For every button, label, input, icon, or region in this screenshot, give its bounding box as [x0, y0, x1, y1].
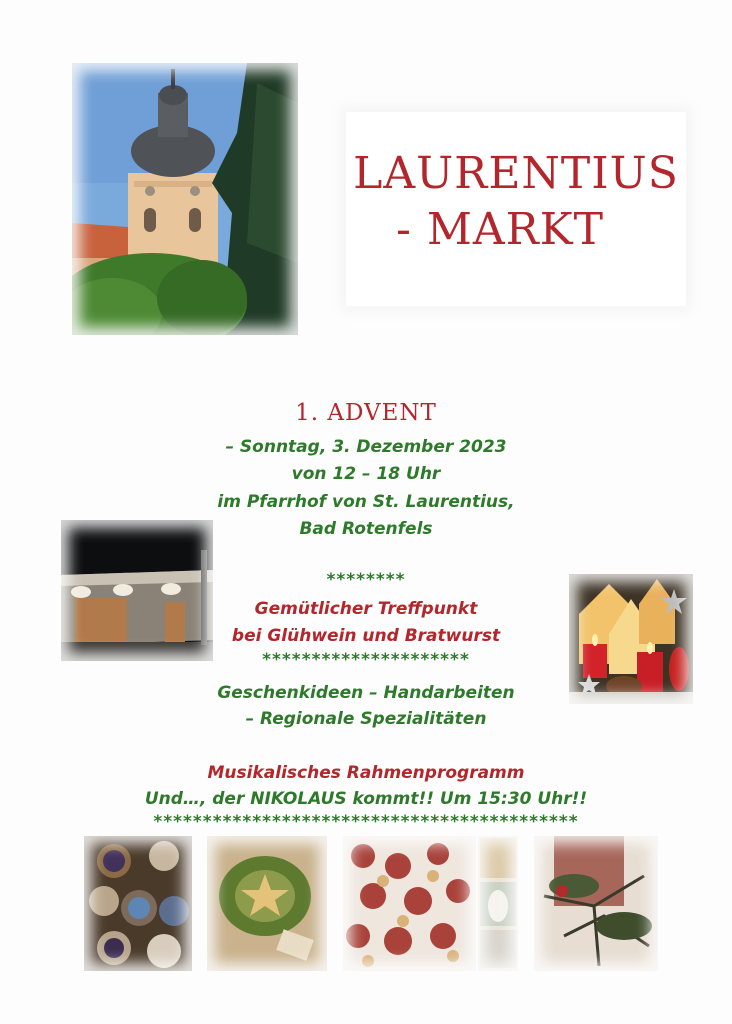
meet-line-1: Gemütlicher Treffpunkt: [254, 599, 478, 619]
ornaments-photo: [84, 836, 192, 971]
nikolaus-announcement: Und…, der NIKOLAUS kommt!! Um 15:30 Uhr!!: [144, 789, 588, 809]
star-wreath-photo: [207, 836, 327, 971]
separator-medium: *********************: [262, 650, 470, 670]
angel-collage-photo: [478, 836, 518, 971]
title-box: [346, 112, 686, 306]
separator-long: *******************************************: [153, 812, 579, 832]
event-town: Bad Rotenfels: [299, 519, 433, 539]
title-line-1: LAURENTIUS: [353, 148, 679, 199]
branch-decoration-photo: [534, 836, 658, 971]
event-place: im Pfarrhof von St. Laurentius,: [217, 492, 515, 512]
meet-line-2: bei Glühwein und Bratwurst: [231, 626, 501, 646]
title-line-2: - MARKT: [395, 204, 605, 255]
separator-short: ********: [326, 570, 406, 590]
gifts-line-1: Geschenkideen – Handarbeiten: [217, 683, 515, 703]
advent-heading: 1. ADVENT: [295, 400, 437, 426]
church-photo: [72, 63, 298, 335]
straw-stars-photo: [343, 836, 476, 971]
music-program: Musikalisches Rahmenprogramm: [207, 763, 525, 783]
gifts-line-2: – Regionale Spezialitäten: [245, 709, 487, 729]
event-date: – Sonntag, 3. Dezember 2023: [225, 437, 507, 457]
event-time: von 12 – 18 Uhr: [291, 464, 441, 484]
